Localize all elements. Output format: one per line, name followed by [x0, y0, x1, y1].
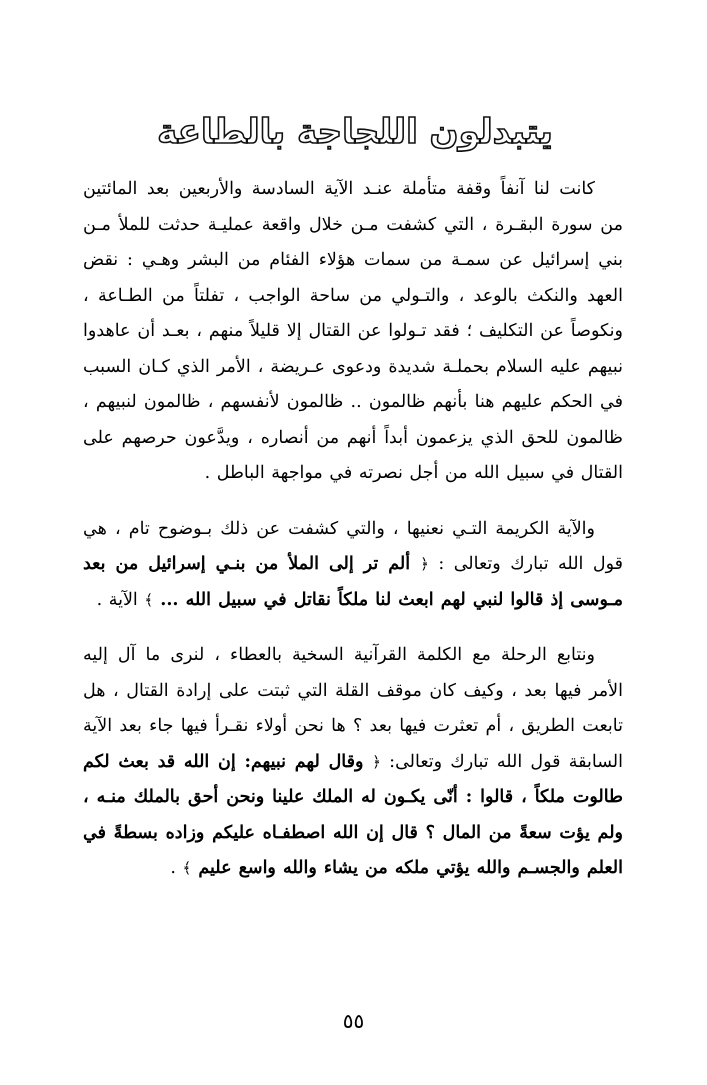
paragraph-2 — [83, 512, 623, 619]
page-number: ٥٥ — [342, 1009, 365, 1033]
paragraph-2-text: والآية الكريمة التـي نعنيها ، والتي كشفت عن ذلك بـوضوح تام ، هي قول الله تبارك وتعالى : — [83, 518, 623, 574]
paragraph-3-end: . — [170, 858, 183, 878]
page-body — [83, 172, 623, 905]
paragraph-3-text: ونتابع الرحلة مع الكلمة القرآنية السخية بالعطاء ، لنرى ما آل إليه الأمر فيها بعد ، وكيف كان موقف القلة التي ثبتت على إرادة القتال ، هل تابعت الطريق ، أم تعثرت فيها بعد ؟ ها نحن أولاء نقـرأ فيها جاء بعد الآية السابقة قول الله تبارك وتعالى: — [83, 645, 623, 772]
paragraph-2-end: الآية . — [96, 589, 145, 610]
quran-close-bracket: ﴾ — [144, 590, 154, 609]
quran-quote-2: وقال لهم نبيهم: إن الله قد بعث لكم طالوت ملكاً ، قالوا : أنّى يكـون له الملك علينا ونحن أحق بالملك منـه ، ولم يؤت سعةً من المال ؟ قال إن الله اصطفـاه عليكم وزاده بسطةً في العلم والجسـم والله يؤتي ملكه من يشاء والله واسع عليم — [83, 751, 623, 878]
quran-open-bracket: ﴿ — [372, 752, 381, 771]
quran-quote-1: ألم تر إلى الملأ من بنـي إسرائيل من بعد مـوسى إذ قالوا لنبي لهم ابعث لنا ملكاً نقاتل في سبيل الله ... — [83, 554, 623, 610]
quran-close-bracket: ﴾ — [182, 859, 192, 877]
paragraph-3 — [83, 638, 623, 887]
paragraph-1: كانت لنا آنفاً وقفة متأملة عنـد الآية السادسة والأربعين بعد المائتين من سورة البقـرة ، التي كشفت مـن خلال واقعة عمليـة حدثت للملأ مـن بني إسرائيل عن سمـة من سمات هؤلاء الفئام من البشر وهـي : نقض العهد والنكث بالوعد ، والتـولي من ساحة الواجب ، تفلتاً من الطـاعة ، ونكوصاً عن التكليف ؛ فقد تـولوا عن القتال إلا قليلاً منهم ، بعـد أن عاهدوا نبيهم عليه السلام بحملـة شديدة ودعوى عـريضة ، الأمر الذي كـان السبب في الحكم عليهم هنا بأنهم ظالمون .. ظالمون لأنفسهم ، ظالمون لنبيهم ، ظالمون للحق الذي يزعمون أبداً أنهم من أنصاره ، ويدَّعون حرصهم على القتال في سبيل الله من أجل نصرته في مواجهة الباطل . — [83, 179, 623, 483]
quran-open-bracket: ﴿ — [420, 555, 429, 573]
chapter-title: يتبدلون اللجاجة بالطاعة — [157, 111, 553, 152]
